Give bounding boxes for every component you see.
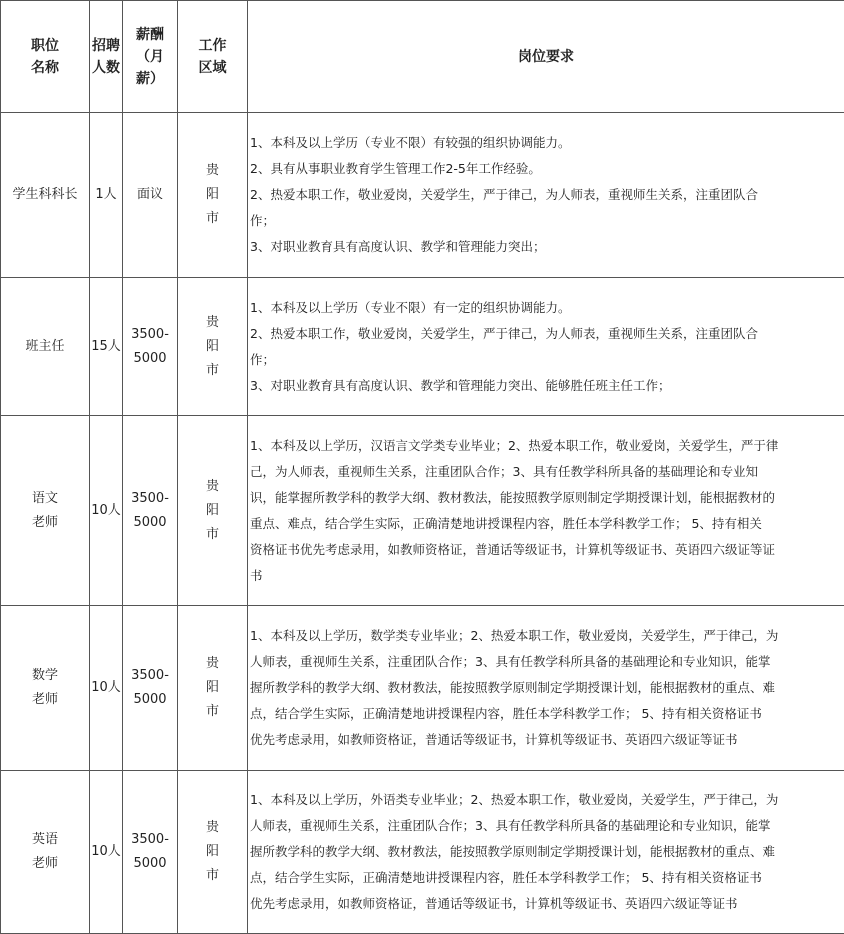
cell-requirements — [248, 416, 844, 606]
text-line: 面议 — [123, 183, 177, 207]
table-row — [1, 606, 844, 771]
cell-headcount: 1人 — [90, 113, 123, 278]
cell-headcount: 10人 — [90, 771, 123, 934]
text-line: 资格证书优先考虑录用，如教师资格证，普通话等级证书，计算机等级证书、英语四六级证等证 — [250, 537, 842, 563]
text-line: 阳 — [178, 335, 247, 359]
text-line: 优先考虑录用，如教师资格证，普通话等级证书，计算机等级证书、英语四六级证等证书 — [250, 891, 842, 917]
text-line: 薪） — [123, 68, 177, 90]
text-line: 5000 — [123, 688, 177, 712]
header-salary — [123, 1, 178, 113]
text-line: 2、热爱本职工作，敬业爱岗，关爱学生，严于律己，为人师表，重视师生关系，注重团队合 — [250, 182, 842, 208]
cell-salary — [123, 606, 178, 771]
cell-position — [1, 113, 90, 278]
cell-salary — [123, 771, 178, 934]
text-line: 老师 — [1, 852, 89, 876]
text-line: 作； — [250, 208, 842, 234]
text-line: 语文 — [1, 487, 89, 511]
text-line: 5000 — [123, 852, 177, 876]
table-row — [1, 278, 844, 416]
text-line: 1、本科及以上学历，数学类专业毕业；2、热爱本职工作，敬业爱岗，关爱学生，严于律己，为 — [250, 623, 842, 649]
text-line: 数学 — [1, 664, 89, 688]
text-line: 老师 — [1, 511, 89, 535]
text-line: 阳 — [178, 183, 247, 207]
text-line: 重点、难点，结合学生实际，正确清楚地讲授课程内容，胜任本学科教学工作； 5、持有相关 — [250, 511, 842, 537]
text-line: 市 — [178, 864, 247, 888]
text-line: 名称 — [1, 57, 89, 79]
text-line: （月 — [123, 46, 177, 68]
text-line: 识，能掌握所教学科的教学大纲、教材教法，能按照教学原则制定学期授课计划，能根据教材的 — [250, 485, 842, 511]
text-line: 1、本科及以上学历，外语类专业毕业；2、热爱本职工作，敬业爱岗，关爱学生，严于律己，为 — [250, 787, 842, 813]
text-line: 握所教学科的教学大纲、教材教法，能按照教学原则制定学期授课计划，能根据教材的重点、难 — [250, 839, 842, 865]
text-line: 3500- — [123, 487, 177, 511]
text-line: 贵 — [178, 311, 247, 335]
text-line: 3、对职业教育具有高度认识、教学和管理能力突出、能够胜任班主任工作； — [250, 373, 842, 399]
text-line: 人师表，重视师生关系，注重团队合作；3、具有任教学科所具备的基础理论和专业知识，能掌 — [250, 813, 842, 839]
text-line: 3、对职业教育具有高度认识、教学和管理能力突出； — [250, 234, 842, 260]
text-line: 阳 — [178, 840, 247, 864]
text-line: 己，为人师表，重视师生关系，注重团队合作；3、具有任教学科所具备的基础理论和专业知 — [250, 459, 842, 485]
table-body — [1, 113, 844, 934]
text-line: 1、本科及以上学历（专业不限）有较强的组织协调能力。 — [250, 130, 842, 156]
text-line: 招聘 — [90, 35, 122, 57]
text-line: 1、本科及以上学历（专业不限）有一定的组织协调能力。 — [250, 295, 842, 321]
cell-area — [178, 416, 248, 606]
text-line: 市 — [178, 700, 247, 724]
cell-headcount: 10人 — [90, 416, 123, 606]
text-line: 市 — [178, 359, 247, 383]
cell-headcount: 10人 — [90, 606, 123, 771]
text-line: 作； — [250, 347, 842, 373]
text-line: 职位 — [1, 35, 89, 57]
text-line: 1、本科及以上学历，汉语言文学类专业毕业；2、热爱本职工作，敬业爱岗，关爱学生，严于律 — [250, 433, 842, 459]
text-line: 区域 — [178, 57, 247, 79]
text-line: 市 — [178, 523, 247, 547]
cell-position — [1, 416, 90, 606]
text-line: 老师 — [1, 688, 89, 712]
text-line: 贵 — [178, 816, 247, 840]
text-line: 5000 — [123, 511, 177, 535]
text-line: 人师表，重视师生关系，注重团队合作；3、具有任教学科所具备的基础理论和专业知识，能掌 — [250, 649, 842, 675]
text-line: 班主任 — [1, 335, 89, 359]
text-line: 阳 — [178, 499, 247, 523]
text-line: 2、热爱本职工作，敬业爱岗，关爱学生，严于律己，为人师表，重视师生关系，注重团队合 — [250, 321, 842, 347]
table-row — [1, 416, 844, 606]
cell-requirements — [248, 606, 844, 771]
text-line: 3500- — [123, 828, 177, 852]
text-line: 优先考虑录用，如教师资格证，普通话等级证书，计算机等级证书、英语四六级证等证书 — [250, 727, 842, 753]
text-line: 人数 — [90, 57, 122, 79]
text-line: 2、具有从事职业教育学生管理工作2-5年工作经验。 — [250, 156, 842, 182]
cell-position — [1, 606, 90, 771]
table-row — [1, 113, 844, 278]
cell-area — [178, 113, 248, 278]
header-area — [178, 1, 248, 113]
text-line: 贵 — [178, 475, 247, 499]
text-line: 5000 — [123, 347, 177, 371]
cell-requirements — [248, 113, 844, 278]
text-line: 市 — [178, 207, 247, 231]
cell-area — [178, 278, 248, 416]
text-line: 点，结合学生实际，正确清楚地讲授课程内容，胜任本学科教学工作； 5、持有相关资格证书 — [250, 701, 842, 727]
header-requirements-label: 岗位要求 — [518, 49, 574, 65]
cell-requirements — [248, 771, 844, 934]
text-line: 薪酬 — [123, 24, 177, 46]
text-line: 3500- — [123, 323, 177, 347]
text-line: 点，结合学生实际，正确清楚地讲授课程内容，胜任本学科教学工作； 5、持有相关资格证书 — [250, 865, 842, 891]
header-row — [1, 1, 844, 113]
cell-headcount: 15人 — [90, 278, 123, 416]
header-headcount — [90, 1, 123, 113]
header-position — [1, 1, 90, 113]
text-line: 学生科科长 — [1, 183, 89, 207]
cell-salary — [123, 113, 178, 278]
cell-salary — [123, 278, 178, 416]
text-line: 书 — [250, 563, 842, 589]
header-requirements — [248, 1, 844, 113]
table-row — [1, 771, 844, 934]
cell-area — [178, 606, 248, 771]
cell-position — [1, 771, 90, 934]
text-line: 握所教学科的教学大纲、教材教法，能按照教学原则制定学期授课计划，能根据教材的重点、难 — [250, 675, 842, 701]
cell-position — [1, 278, 90, 416]
cell-requirements — [248, 278, 844, 416]
text-line: 3500- — [123, 664, 177, 688]
cell-salary — [123, 416, 178, 606]
text-line: 贵 — [178, 652, 247, 676]
text-line: 英语 — [1, 828, 89, 852]
text-line: 贵 — [178, 159, 247, 183]
cell-area — [178, 771, 248, 934]
text-line: 阳 — [178, 676, 247, 700]
text-line: 工作 — [178, 35, 247, 57]
